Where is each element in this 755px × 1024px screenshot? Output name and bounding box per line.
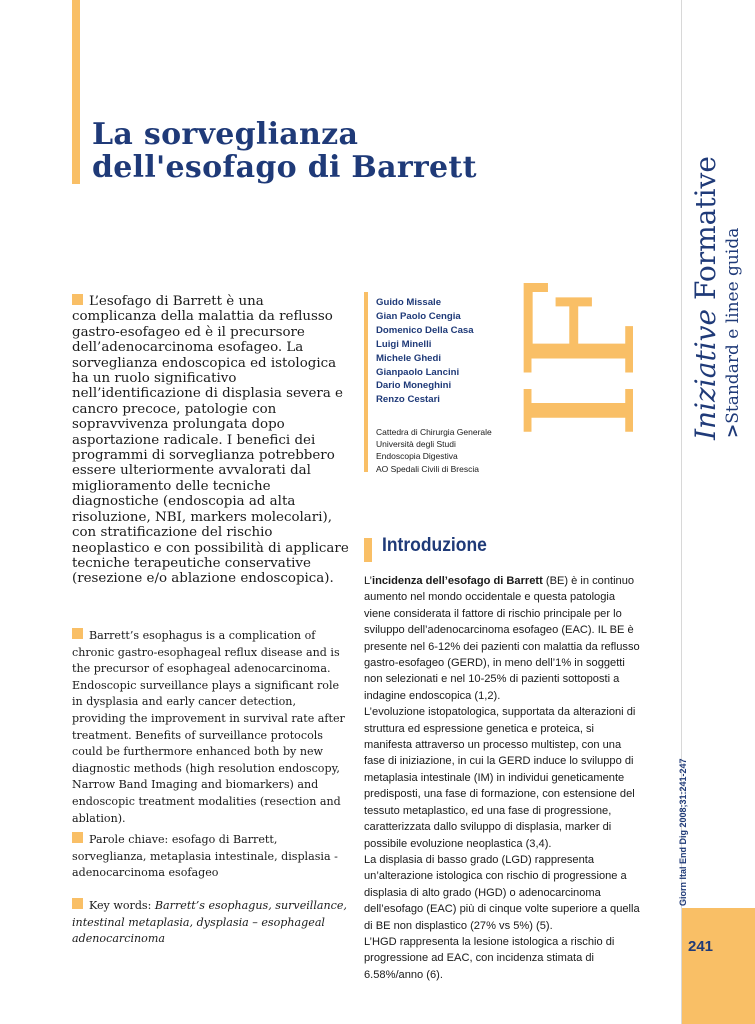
body-paragraph: La displasia di basso grado (LGD) rappresenta un’alterazione istologica con rischio di progressione a displasia di alto grado (HGD) o adenocarcinoma dell’esofago (EAC) più di cinque volte superiore a quella di BE non displastico (27% vs 5%) (5). [364,853,640,932]
bullet-square-icon [72,898,83,909]
body-text: (BE) è in continuo aumento nel mondo occidentale e questa patologia viene considerata il fattore di rischio principale per lo sviluppo dell’adenocarcinoma esofageo (EAC). IL BE è presente nel 6-12% dei pazienti con malattia da reflusso gastro-esofageo (GERD), in meno dell’1% in soggetti non selezionati e nel 10-25% di pazienti sottoposti a indagine endoscopica (1,2). [364,575,640,702]
affiliation [376,426,492,475]
keywords-english-text: Barrett’s esophagus, surveillance, intestinal metaplasia, dysplasia – esophageal adenocarcinoma [72,899,347,946]
affiliation-line: Università degli Studi [376,439,456,450]
if-logo-letters: IF [495,276,669,440]
author-name: Renzo Cestari [376,394,440,406]
title-line-1: La sorveglianza [92,117,359,152]
bullet-square-icon [72,294,83,305]
body-paragraph [364,573,642,704]
title-line-2: dell'esofago di Barrett [92,150,477,185]
bullet-square-icon [72,628,83,639]
author-name: Dario Moneghini [376,380,452,392]
page-number-box [682,908,755,1024]
if-logo-icon [495,190,669,440]
keywords-italian [72,832,352,882]
author-name: Luigi Minelli [376,338,432,350]
introduction-body [364,573,642,983]
affiliation-line: Endoscopia Digestiva [376,451,458,462]
section-banner [690,156,744,440]
title-accent-bar [72,0,80,184]
affiliation-line: AO Spedali Civili di Brescia [376,463,479,474]
bullet-square-icon [72,832,83,843]
body-paragraph: L’evoluzione istopatologica, supportata da alterazioni di struttura ed espressione genetica e proteica, si manifesta attraverso un processo multistep, con una fase di iniziazione, in cui la GERD induce lo sviluppo di metaplasia intestinale (IM) in individui geneticamente predisposti, una fase di formazione, con estensione del tessuto metaplastico, ed una fase di progressione, caratterizzata dallo sviluppo di displasia, marker di possibile evoluzione neoplastica (3,4). [364,706,636,850]
page-number: 241 [688,938,714,955]
author-name: Domenico Della Casa [376,324,474,336]
affiliation-line: Cattedra di Chirurgia Generale [376,427,492,437]
author-name: Michele Ghedi [376,352,442,364]
section-heading-introduzione: Introduzione [382,535,487,556]
section-banner-subtitle-text: Standard e linee guida [723,227,743,424]
section-banner-title [690,156,722,440]
abstract-english-text: Barrett’s esophagus is a complication of chronic gastro-esophageal reflux disease and is the precursor of esophageal adenocarcinoma. Endoscopic surveillance plays a significant role in dysplasia and early cancer detection, providing the improvement in survival rate after treatment. Benefits of surveillance protocols could be furthermore enhanced both by new diagnostic methods (high resolution endoscopy, Narrow Band Imaging and biomarkers) and endoscopic treatment modalities (resection and ablation). [72,629,345,825]
keywords-english-label: Key words: [89,899,152,912]
author-name: Guido Missale [376,297,442,308]
keywords-english [72,898,352,948]
keywords-italian-text: esofago di Barrett, sorveglianza, metaplasia intestinale, displasia - adenocarcinoma esofageo [72,833,338,880]
chevron-right-icon: > [723,423,743,438]
abstract-english [72,628,352,827]
abstract-italian [72,294,350,587]
article-title [92,118,477,184]
body-emphasis: incidenza dell’esofago di Barrett [372,575,543,587]
authors-accent-bar [364,292,368,472]
body-text: L’ [364,575,373,587]
journal-reference: Giorn Ital End Dig 2008;31:241-247 [678,758,688,906]
abstract-italian-text: L’esofago di Barrett è una complicanza della malattia da reflusso gastro-esofageo ed è il precursore dell’adenocarcinoma esofageo. La sorveglianza endoscopica ed istologica ha un ruolo significativo nell’identificazione di displasia severa e cancro precoce, patologie con sopravvivenza prolungata dopo asportazione radicale. I benefici dei programmi di sorveglianza potrebbero essere ulteriormente avvalorati dal miglioramento delle tecniche diagnostiche (endoscopia ad alta risoluzione, NBI, markers molecolari), con stratificazione del rischio neoplastico e con possibilità di applicare tecniche terapeutiche conservative (resezione e/o ablazione endoscopica). [72,294,349,587]
section-banner-italic: Iniziative [689,308,722,440]
section-banner-rest: Formative [689,156,722,309]
section-banner-subtitle [722,156,744,440]
author-name: Gianpaolo Lancini [376,366,460,378]
keywords-italian-label: Parole chiave: [89,833,169,846]
author-name: Gian Paolo Cengia [376,310,461,322]
body-paragraph: L’HGD rappresenta la lesione istologica a rischio di progressione ad EAC, con incidenza stimata di 6.58%/anno (6). [364,935,615,981]
author-list [376,296,474,407]
section-accent-bar [364,538,372,562]
